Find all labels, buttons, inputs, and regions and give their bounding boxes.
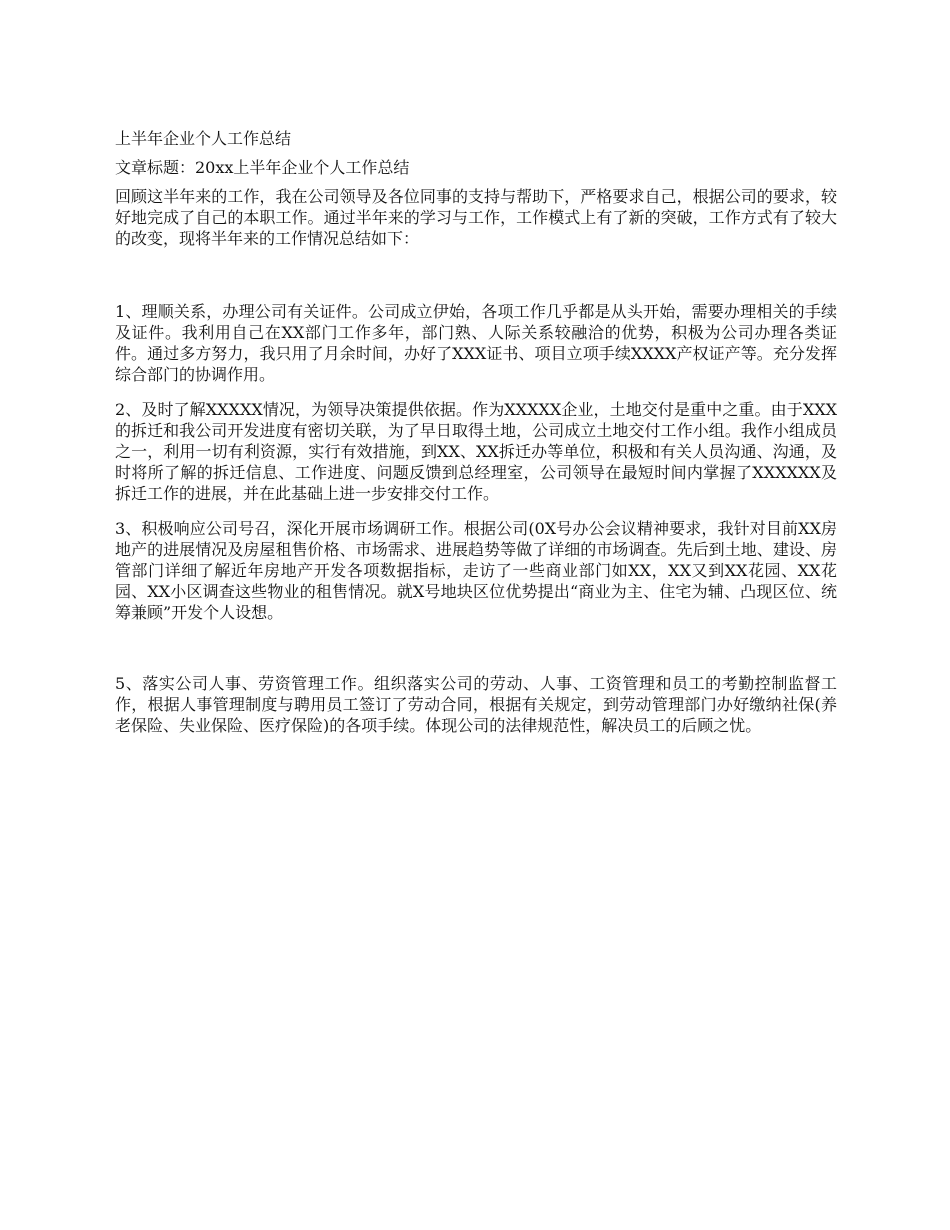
document-body — [115, 128, 837, 736]
intro-paragraph: 回顾这半年来的工作，我在公司领导及各位同事的支持与帮助下，严格要求自己，根据公司的要求，较好地完成了自己的本职工作。通过半年来的学习与工作，工作模式上有了新的突破，工作方式有了较大的改变，现将半年来的工作情况总结如下： — [115, 187, 837, 248]
item-paragraph: 5、落实公司人事、劳资管理工作。组织落实公司的劳动、人事、工资管理和员工的考勤控制监督工作，根据人事管理制度与聘用员工签订了劳动合同，根据有关规定，到劳动管理部门办好缴纳社保(养老保险、失业保险、医疗保险)的各项手续。体现公司的法律规范性，解决员工的后顾之忧。 — [115, 674, 837, 735]
item-paragraph: 2、及时了解XXXXX情况，为领导决策提供依据。作为XXXXX企业，土地交付是重中之重。由于XXX的拆迁和我公司开发进度有密切关联，为了早日取得土地，公司成立土地交付工作小组。我作小组成员之一，利用一切有利资源，实行有效措施，到XX、XX拆迁办等单位，积极和有关人员沟通、沟通，及时将所了解的拆迁信息、工作进度、问题反馈到总经理室，公司领导在最短时间内掌握了XXXXXX及拆迁工作的进展，并在此基础上进一步安排交付工作。 — [115, 400, 837, 503]
item-paragraph: 3、积极响应公司号召，深化开展市场调研工作。根据公司(0X号办公会议精神要求，我针对目前XX房地产的进展情况及房屋租售价格、市场需求、进展趋势等做了详细的市场调查。先后到土地、建设、房管部门详细了解近年房地产开发各项数据指标，走访了一些商业部门如XX，XX又到XX花园、XX花园、XX小区调查这些物业的租售情况。就X号地块区位优势提出“商业为主、住宅为辅、凸现区位、统筹兼顾”开发个人设想。 — [115, 519, 837, 622]
item-paragraph: 1、理顺关系，办理公司有关证件。公司成立伊始，各项工作几乎都是从头开始，需要办理相关的手续及证件。我利用自己在XX部门工作多年，部门熟、人际关系较融洽的优势，积极为公司办理各类证件。通过多方努力，我只用了月余时间，办好了XXX证书、项目立项手续XXXX产权证产等。充分发挥综合部门的协调作用。 — [115, 302, 837, 384]
document-title: 上半年企业个人工作总结 — [115, 129, 292, 148]
article-title: 文章标题：20xx上半年企业个人工作总结 — [115, 158, 410, 177]
